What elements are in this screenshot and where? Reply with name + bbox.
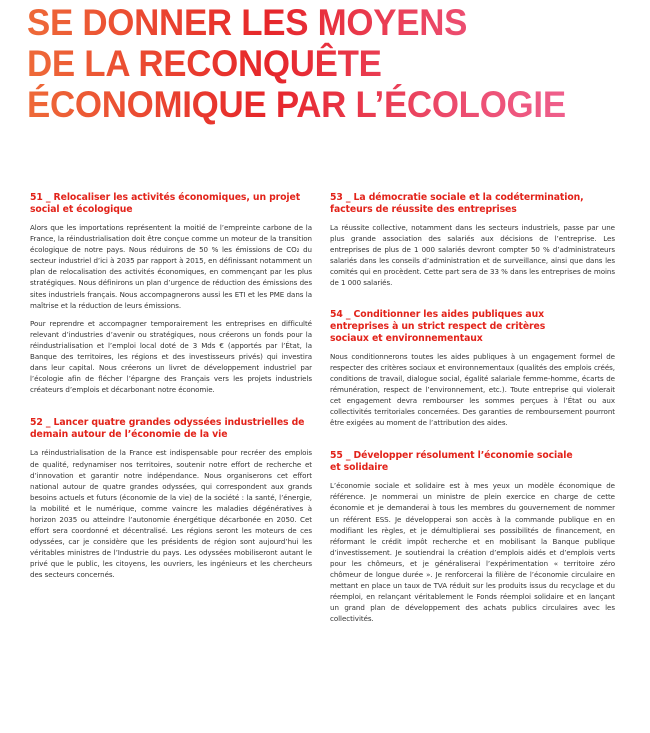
section-heading: 54 _ Conditionner les aides publiques aux entreprises à un strict respect de critères sociaux et environnementaux: [330, 308, 546, 344]
section-54: [330, 309, 615, 429]
section-heading: 52 _ Lancer quatre grandes odyssées industrielles de demain autour de l’économie de la vie: [30, 417, 305, 441]
section-52: [30, 417, 312, 580]
section-heading: 55 _ Développer résolument l’économie sociale et solidaire: [330, 450, 573, 474]
section-heading: 53 _ La démocratie sociale et la codétermination, facteurs de réussite des entreprises: [330, 192, 584, 215]
section-paragraph: Nous conditionnerons toutes les aides publiques à un engagement formel de respecter des critères sociaux et environnementaux (qualités des emplois créés, conditions de travail, dialogue social, égalité salariale femme-homme, écarts de rémunération, respect de l’environnement, etc.). Toute entreprise qui violerait cet engagement devra rembourser les sommes perçues à l’État ou aux collectivités territoriales concernées. Des garanties de remboursement pourront être exigées au moment de l’attribution des aides.: [330, 351, 615, 428]
page-title: [27, 2, 566, 125]
section-heading: 51 _ Relocaliser les activités économiques, un projet social et écologique: [30, 192, 301, 215]
section-paragraph: La réindustrialisation de la France est indispensable pour recréer des emplois de qualité, redynamiser nos territoires, soutenir notre effort de recherche et d’innovation et garantir notre indépendance. Nous organiserons cet effort national autour de quatre grandes odyssées, qui correspondent aux grands besoins actuels et futurs (économie de la vie) de la société : la santé, l’énergie, la mobilité et le numérique, comme vaincre les maladies dégénératives à horizon 2035 ou atteindre l’autonomie énergétique décarbonée en 2050. Cet effort sera coordonné et décentralisé. Les régions seront les moteurs de ces odyssées, car je considère que les présidents de région sont aujourd’hui les véritables ministres de l’Industrie du pays. Les odyssées mobiliseront autant le privé que le public, les citoyens, les ouvriers, les ingénieurs et les chercheurs des secteurs concernés.: [30, 448, 312, 580]
section-53: [330, 192, 615, 289]
section-paragraph: La réussite collective, notamment dans les secteurs industriels, passe par une plus grande association des salariés aux décisions de l’entreprise. Les entreprises de plus de 1 000 salariés devront compter 50 % d’administrateurs salariés dans les conseils d’administration et de surveillance, ainsi que dans les comités qui en procèdent. Cette part sera de 33 % dans les entreprises de moins de 1 000 salariés.: [330, 223, 615, 288]
left-column: [30, 192, 312, 599]
section-51: [30, 192, 312, 395]
section-paragraph: Alors que les importations représentent la moitié de l’empreinte carbone de la France, la réindustrialisation doit être conçue comme un moteur de la transition écologique de notre pays. Nous réduirons de 50 % les émissions de CO₂ du secteur industriel d’ici à 2035 par rapport à 2015, en définissant notamment un plan de relocalisation des activités économiques, en commençant par les plus stratégiques. Nous définirons un plan d’urgence de réduction des émissions des sites industriels français. Nous accompagnerons aussi les ETI et les PME dans la maîtrise et la réduction de leurs émissions.: [30, 223, 312, 310]
section-paragraph: L’économie sociale et solidaire est à mes yeux un modèle économique de référence. Je nommerai un ministre de plein exercice en charge de cette économie et je demanderai à tous les membres du gouvernement de nommer un référent ESS. Je développerai son accès à la commande publique en en modifiant les règles, et je démultiplierai ses possibilités de financement, en réformant le crédit impôt recherche et en mobilisant la Banque publique d’investissement. Je soutiendrai la création d’emplois aidés et d’emplois verts pour les chômeurs, et je généraliserai l’expérimentation « territoire zéro chômeur de longue durée ». Je renforcerai la filière de l’économie circulaire en mettant en place un taux de TVA réduit sur les produits issus du recyclage et du réemploi, en relançant véritablement le Fonds réemploi solidaire et en lançant un grand plan de développement des achats publics circulaires avec les collectivités.: [330, 481, 615, 624]
section-55: [330, 450, 615, 624]
title-line: DE LA RECONQUÊTE: [27, 42, 382, 84]
title-line: SE DONNER LES MOYENS: [27, 1, 468, 43]
title-line: ÉCONOMIQUE PAR L’ÉCOLOGIE: [27, 83, 566, 125]
section-paragraph: Pour reprendre et accompagner temporairement les entreprises en difficulté relevant d’industries d’avenir ou stratégiques, nous créerons un fonds pour la réindustrialisation et l’emploi local doté de 3 Mds € (apportés par l’État, la Banque des territoires, les régions et des investisseurs privés) qui investira dans leur capital. Nous créerons un livret de développement industriel par l’écologie afin de flécher l’épargne des Français vers les projets industriels créateurs d’emplois et décarbonant notre économie.: [30, 318, 312, 395]
right-column: [330, 192, 615, 642]
